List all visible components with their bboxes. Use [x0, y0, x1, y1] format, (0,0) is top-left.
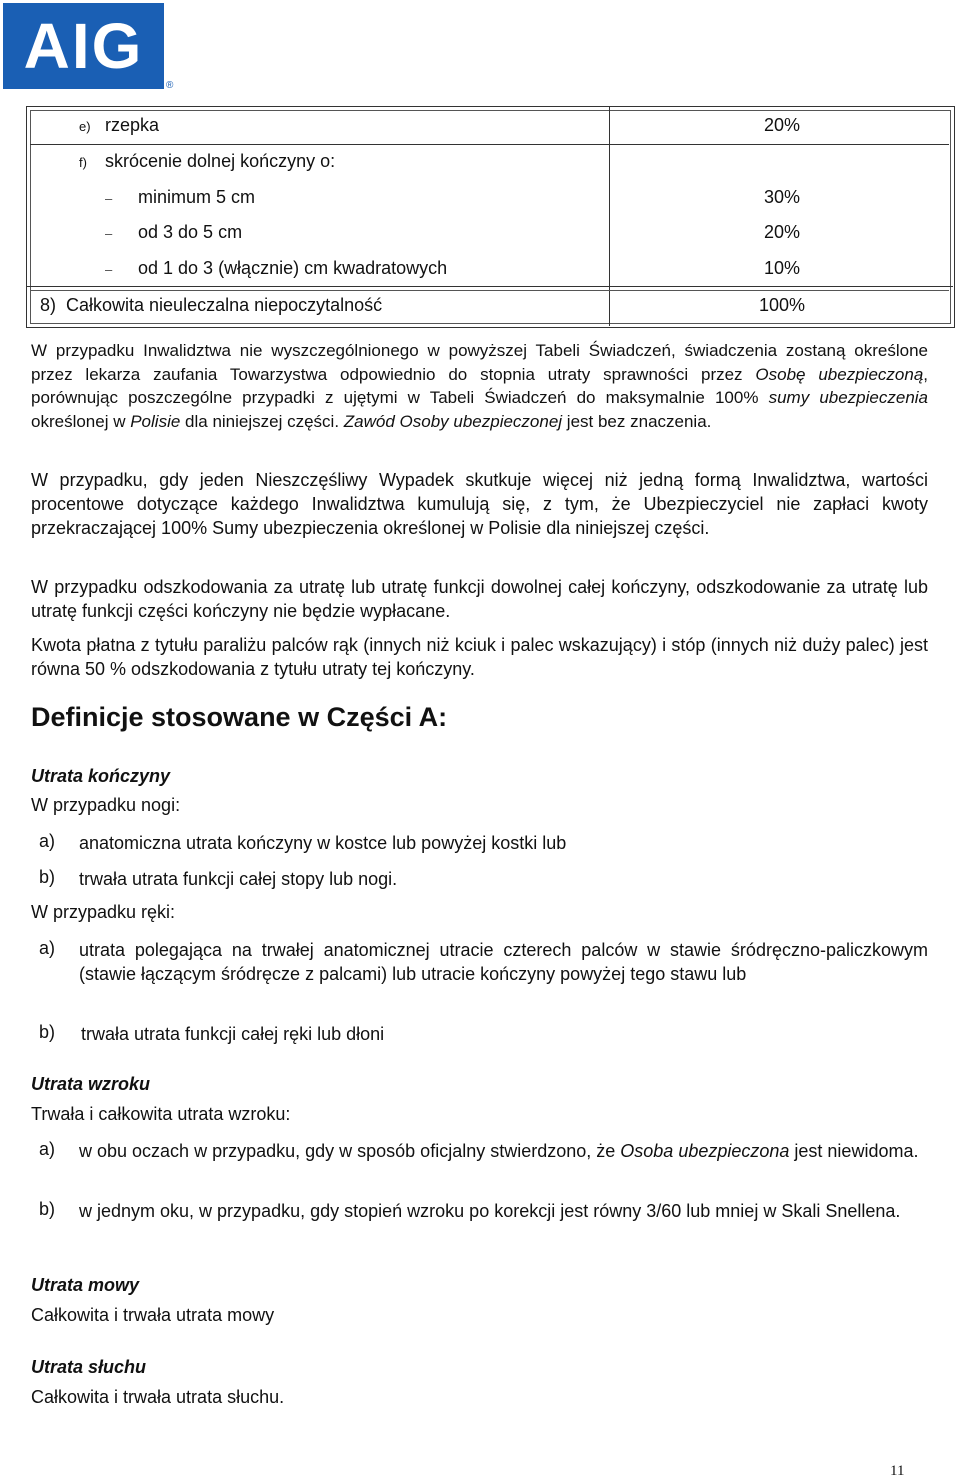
- hearing-loss-text: Całkowita i trwała utrata słuchu.: [31, 1387, 285, 1407]
- arm-intro: W przypadku ręki:: [31, 902, 176, 922]
- row-value: 10%: [764, 258, 801, 278]
- row-value: 30%: [764, 187, 801, 207]
- row-label: rzepka: [105, 115, 160, 135]
- speech-loss-title: Utrata mowy: [31, 1275, 140, 1295]
- table-column-divider: [609, 106, 610, 326]
- paragraph-limb-loss: W przypadku odszkodowania za utratę lub utratę funkcji dowolnej całej kończyny, odszkodowanie za utratę lub utratę funkcji części kończyny nie będzie wypłacane.: [31, 577, 928, 621]
- row-marker: f): [79, 155, 87, 170]
- row-value: 20%: [764, 115, 801, 135]
- row-label: minimum 5 cm: [138, 187, 256, 207]
- row-label: od 3 do 5 cm: [138, 222, 243, 242]
- list-item: trwała utrata funkcji całej stopy lub nogi.: [79, 869, 398, 889]
- paragraph-paralysis: Kwota płatna z tytułu paraliżu palców rąk (innych niż kciuk i palec wskazujący) i stóp (innych niż duży palec) jest równa 50 % odszkodowania z tytułu utraty tej kończyny.: [31, 635, 928, 679]
- registered-mark: ®: [166, 80, 174, 91]
- list-item: utrata polegająca na trwałej anatomicznej utracie czterech palców w stawie śródręczno-paliczkowym (stawie łączącym śródręcze z palcami) lub utracie kończyny powyżej tego stawu lub: [79, 940, 928, 984]
- limb-loss-title: Utrata kończyny: [31, 766, 171, 786]
- list-marker: a): [39, 831, 56, 851]
- paragraph-unlisted-disability: W przypadku Inwalidztwa nie wyszczególnionego w powyższej Tabeli Świadczeń, świadczenia zostaną określone przez lekarza zaufania Towarzystwa odpowiednio do stopnia utraty sprawności przez Osobę ubezpieczoną, porównując poszczególne przypadki z ujętymi w Tabeli Świadczeń do maksymalnie 100% sumy ubezpieczenia określonej w Polisie dla niniejszej części. Zawód Osoby ubezpieczonej jest bez znaczenia.: [31, 341, 929, 431]
- benefits-table-inner-border: [30, 110, 951, 324]
- hearing-loss-title: Utrata słuchu: [31, 1357, 147, 1377]
- list-marker: b): [39, 1022, 56, 1042]
- list-item: anatomiczna utrata kończyny w kostce lub powyżej kostki lub: [79, 833, 567, 853]
- dash-marker: –: [105, 262, 113, 277]
- row-label: od 1 do 3 (włącznie) cm kwadratowych: [138, 258, 448, 278]
- paragraph-multiple-disabilities: W przypadku, gdy jeden Nieszczęśliwy Wypadek skutkuje więcej niż jedną formą Inwalidztwa, wartości procentowe dotyczące każdego Inwalidztwa kumulują się, z tym, że Ubezpieczyciel nie zapłaci kwoty przekraczającej 100% Sumy ubezpieczenia określonej w Polisie dla niniejszej części.: [31, 470, 928, 538]
- leg-intro: W przypadku nogi:: [31, 795, 181, 815]
- table-row-divider: [30, 144, 949, 145]
- total-row-label: 8) Całkowita nieuleczalna niepoczytalność: [40, 295, 383, 315]
- list-item: trwała utrata funkcji całej ręki lub dłoni: [81, 1024, 385, 1044]
- sight-intro: Trwała i całkowita utrata wzroku:: [31, 1104, 291, 1124]
- list-item: w jednym oku, w przypadku, gdy stopień wzroku po korekcji jest równy 3/60 lub mniej w Skali Snellena.: [79, 1201, 901, 1221]
- total-row-value: 100%: [759, 295, 806, 315]
- dash-marker: –: [105, 226, 113, 241]
- list-marker: b): [39, 867, 56, 887]
- row-value: 20%: [764, 222, 801, 242]
- page-number: 11: [890, 1463, 905, 1479]
- logo-text: AIG: [23, 10, 144, 82]
- list-marker: a): [39, 1139, 56, 1159]
- row-marker: e): [79, 119, 91, 134]
- table-row-divider: [26, 286, 953, 287]
- list-marker: b): [39, 1199, 56, 1219]
- table-row-divider: [30, 290, 949, 291]
- row-label: skrócenie dolnej kończyny o:: [105, 151, 336, 171]
- dash-marker: –: [105, 191, 113, 206]
- list-marker: a): [39, 938, 56, 958]
- section-heading: Definicje stosowane w Części A:: [31, 702, 448, 732]
- sight-loss-title: Utrata wzroku: [31, 1074, 151, 1094]
- list-item: w obu oczach w przypadku, gdy w sposób oficjalny stwierdzono, że Osoba ubezpieczona jest niewidoma.: [79, 1141, 919, 1161]
- speech-loss-text: Całkowita i trwała utrata mowy: [31, 1305, 275, 1325]
